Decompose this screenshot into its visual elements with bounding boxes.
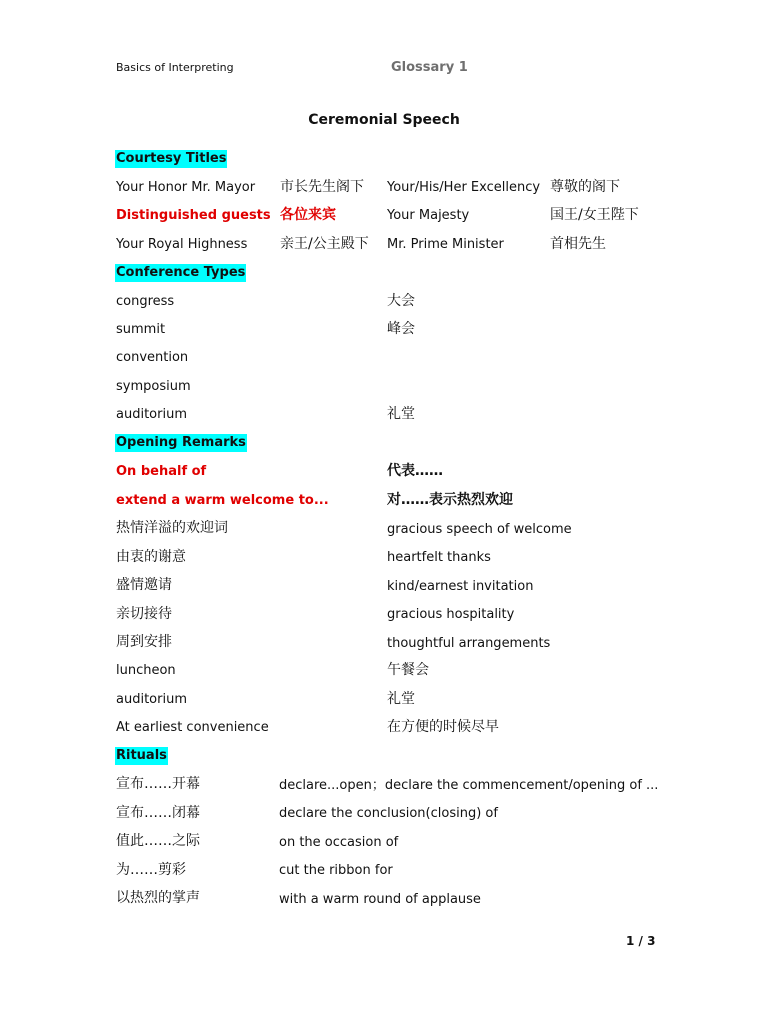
courtesy-row-2-zh-2: 国王/女王陛下: [550, 207, 639, 223]
conference-row-1-en: congress: [116, 294, 175, 309]
page-number: 1 / 3: [626, 934, 656, 948]
opening-row-9-en: auditorium: [116, 692, 187, 707]
opening-row-3-en: gracious speech of welcome: [387, 522, 572, 537]
section-heading-rituals: Rituals: [116, 748, 167, 763]
courtesy-row-1-en: Your Honor Mr. Mayor: [116, 180, 256, 195]
courtesy-row-2-zh: 各位来宾: [280, 207, 336, 223]
section-heading-conference-types: Conference Types: [116, 265, 246, 280]
opening-row-10-zh: 在方便的时候尽早: [387, 719, 499, 735]
ritual-row-1-zh: 宣布……开幕: [116, 776, 200, 792]
ritual-row-2-zh: 宣布……闭幕: [116, 805, 200, 821]
ritual-row-4-zh: 为……剪彩: [116, 862, 186, 878]
courtesy-row-1-zh: 市长先生阁下: [280, 179, 364, 195]
conference-row-1-zh: 大会: [387, 293, 415, 309]
ritual-row-5-en: with a warm round of applause: [279, 892, 481, 907]
header-glossary-title: Glossary 1: [391, 60, 468, 75]
courtesy-row-2-en-2: Your Majesty: [387, 208, 470, 223]
courtesy-row-1-zh-2: 尊敬的阁下: [550, 179, 620, 195]
conference-row-4-en: symposium: [116, 379, 191, 394]
ritual-row-5-zh: 以热烈的掌声: [116, 890, 200, 906]
conference-row-3-en: convention: [116, 350, 189, 365]
ritual-row-2-en: declare the conclusion(closing) of: [279, 806, 498, 821]
opening-row-1-zh: 代表……: [387, 463, 443, 479]
opening-row-7-zh: 周到安排: [116, 634, 172, 650]
opening-row-5-en: kind/earnest invitation: [387, 579, 534, 594]
conference-row-2-zh: 峰会: [387, 321, 415, 337]
conference-row-5-en: auditorium: [116, 407, 187, 422]
ritual-row-4-en: cut the ribbon for: [279, 863, 393, 878]
opening-row-4-zh: 由衷的谢意: [116, 549, 186, 565]
header-course-title: Basics of Interpreting: [116, 61, 234, 74]
ritual-row-1-en: declare...open；declare the commencement/opening of ...: [279, 778, 659, 793]
ritual-row-3-zh: 值此……之际: [116, 833, 200, 849]
courtesy-row-3-zh: 亲王/公主殿下: [280, 236, 369, 252]
conference-row-2-en: summit: [116, 322, 166, 337]
opening-row-3-zh: 热情洋溢的欢迎词: [116, 520, 228, 536]
opening-row-8-en: luncheon: [116, 663, 176, 678]
ritual-row-3-en: on the occasion of: [279, 835, 399, 850]
opening-row-6-zh: 亲切接待: [116, 606, 172, 622]
courtesy-row-3-en-2: Mr. Prime Minister: [387, 237, 504, 252]
opening-row-10-en: At earliest convenience: [116, 720, 269, 735]
section-heading-courtesy-titles: Courtesy Titles: [116, 151, 227, 166]
opening-row-2-zh: 对……表示热烈欢迎: [387, 492, 513, 508]
opening-row-7-en: thoughtful arrangements: [387, 636, 551, 651]
courtesy-row-2-en: Distinguished guests: [116, 208, 271, 223]
courtesy-row-1-en-2: Your/His/Her Excellency: [387, 180, 541, 195]
opening-row-2-en: extend a warm welcome to...: [116, 493, 329, 508]
opening-row-5-zh: 盛情邀请: [116, 577, 172, 593]
courtesy-row-3-en: Your Royal Highness: [116, 237, 248, 252]
opening-row-1-en: On behalf of: [116, 464, 207, 479]
opening-row-9-zh: 礼堂: [387, 691, 415, 707]
courtesy-row-3-zh-2: 首相先生: [550, 236, 606, 252]
opening-row-4-en: heartfelt thanks: [387, 550, 491, 565]
section-heading-opening-remarks: Opening Remarks: [116, 435, 246, 450]
opening-row-6-en: gracious hospitality: [387, 607, 515, 622]
opening-row-8-zh: 午餐会: [387, 662, 429, 678]
page-title: Ceremonial Speech: [308, 112, 460, 128]
conference-row-5-zh: 礼堂: [387, 406, 415, 422]
